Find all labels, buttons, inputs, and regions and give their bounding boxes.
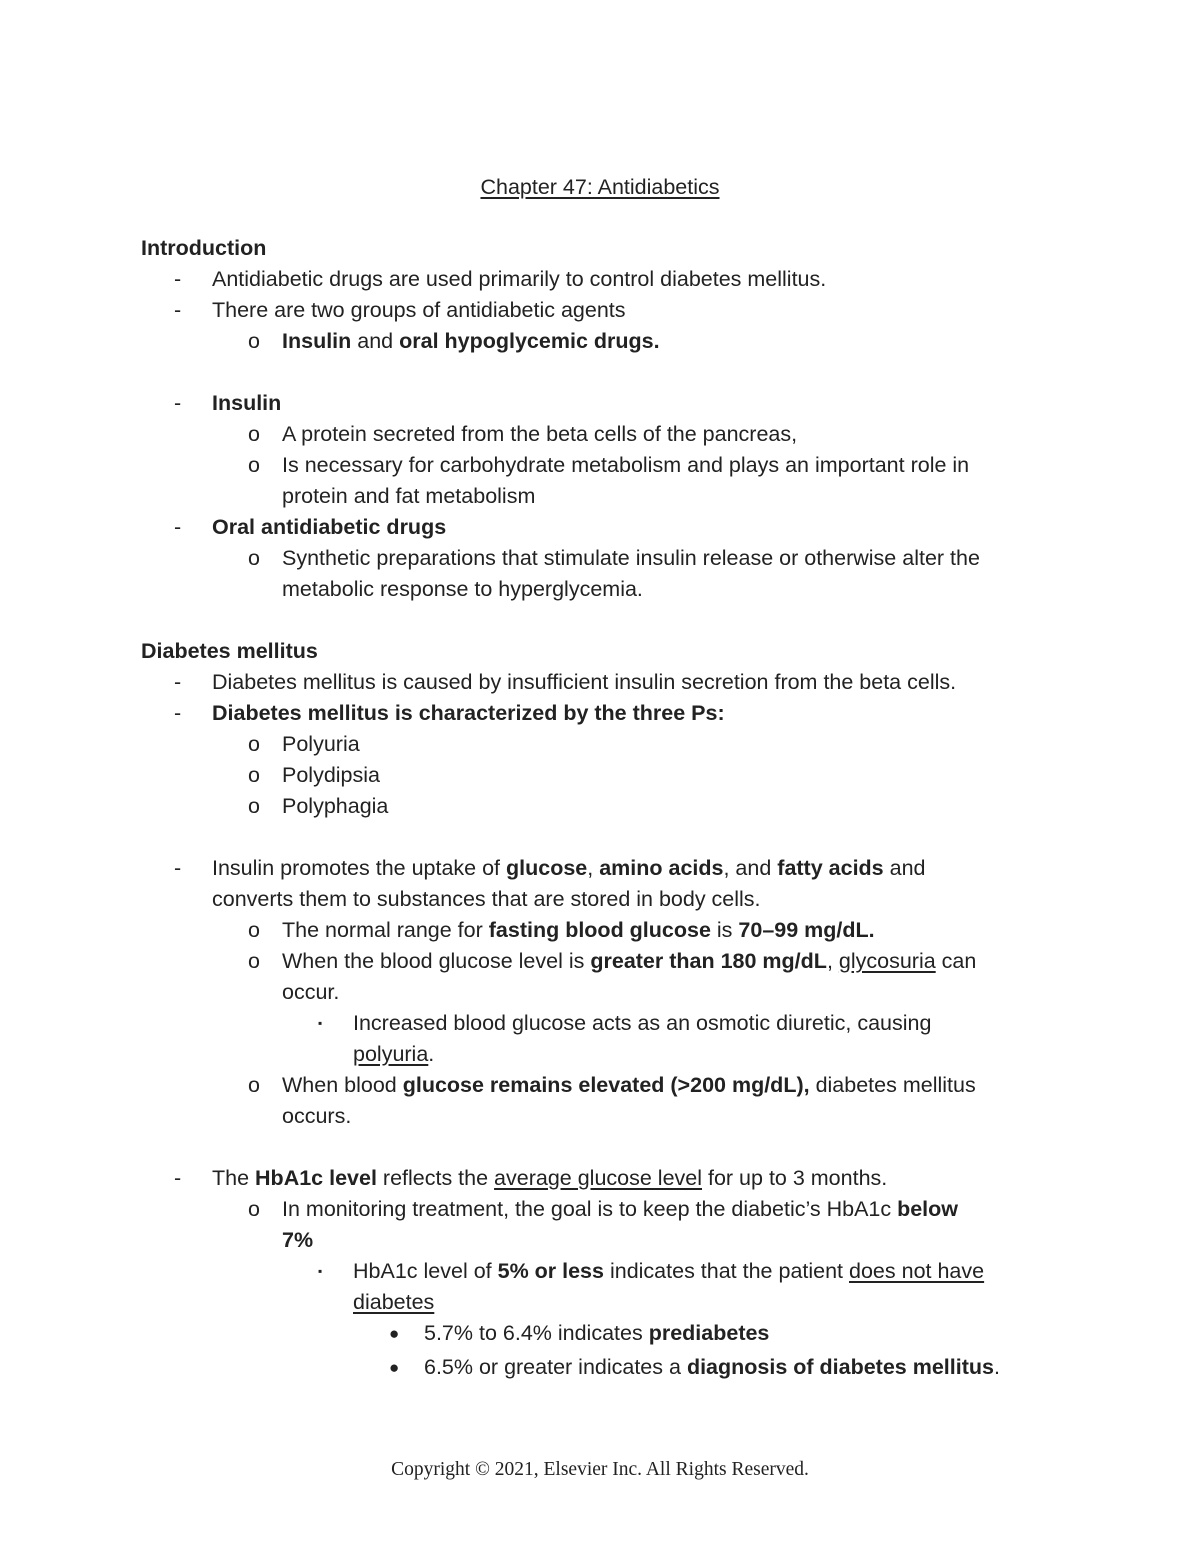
dash-marker: - [174, 515, 182, 539]
circle-marker: o [248, 546, 260, 570]
list-item: ● 6.5% or greater indicates a diagnosis of diabetes mellitus. [141, 1352, 1081, 1383]
list-item: o Polyphagia [141, 791, 1081, 822]
circle-marker: o [248, 763, 260, 787]
list-item: ▪ Increased blood glucose acts as an osmotic diuretic, causing [141, 1008, 1081, 1039]
dash-marker: - [174, 856, 182, 880]
list-item: o Synthetic preparations that stimulate insulin release or otherwise alter the [141, 543, 1081, 574]
circle-marker: o [248, 1073, 260, 1097]
list-item-continuation: protein and fat metabolism [282, 484, 536, 508]
circle-marker: o [248, 329, 260, 353]
copyright-footer: Copyright © 2021, Elsevier Inc. All Rights Reserved. [391, 1459, 809, 1480]
bullet-marker: ● [389, 1358, 400, 1377]
list-item: o In monitoring treatment, the goal is to keep the diabetic’s HbA1c below [141, 1194, 1081, 1225]
list-item: - Insulin promotes the uptake of glucose, amino acids, and fatty acids and [141, 853, 1081, 884]
list-item: o Is necessary for carbohydrate metabolism and plays an important role in [141, 450, 1081, 481]
dash-marker: - [174, 670, 182, 694]
list-item: ▪ HbA1c level of 5% or less indicates that the patient does not have [141, 1256, 1081, 1287]
list-item: ● 5.7% to 6.4% indicates prediabetes [141, 1318, 1081, 1349]
list-item-continuation: occur. [282, 980, 340, 1004]
list-item: o Polyuria [141, 729, 1081, 760]
circle-marker: o [248, 1197, 260, 1221]
bullet-marker: ● [389, 1324, 400, 1343]
section-heading-diabetes-mellitus: Diabetes mellitus [141, 639, 318, 663]
list-item: - There are two groups of antidiabetic agents [141, 295, 1081, 326]
list-item-continuation: 7% [282, 1228, 314, 1252]
list-item: - Insulin [141, 388, 1081, 419]
list-item: o When the blood glucose level is greater than 180 mg/dL, glycosuria can [141, 946, 1081, 977]
list-item: - The HbA1c level reflects the average glucose level for up to 3 months. [141, 1163, 1081, 1194]
section-heading-introduction: Introduction [141, 236, 267, 260]
circle-marker: o [248, 732, 260, 756]
dash-marker: - [174, 267, 182, 291]
circle-marker: o [248, 794, 260, 818]
list-item-continuation: polyuria. [353, 1042, 435, 1066]
list-item: o When blood glucose remains elevated (>200 mg/dL), diabetes mellitus [141, 1070, 1081, 1101]
list-item: - Oral antidiabetic drugs [141, 512, 1081, 543]
circle-marker: o [248, 918, 260, 942]
list-item-continuation: metabolic response to hyperglycemia. [282, 577, 643, 601]
circle-marker: o [248, 949, 260, 973]
list-item: o The normal range for fasting blood glucose is 70–99 mg/dL. [141, 915, 1081, 946]
dash-marker: - [174, 298, 182, 322]
square-marker: ▪ [318, 1264, 323, 1278]
document-body [141, 233, 1081, 1383]
page-title: Chapter 47: Antidiabetics [480, 175, 720, 199]
circle-marker: o [248, 422, 260, 446]
list-item: o Insulin and oral hypoglycemic drugs. [141, 326, 1081, 357]
list-item: - Diabetes mellitus is caused by insufficient insulin secretion from the beta cells. [141, 667, 1081, 698]
dash-marker: - [174, 391, 182, 415]
list-item: - Diabetes mellitus is characterized by the three Ps: [141, 698, 1081, 729]
square-marker: ▪ [318, 1016, 323, 1030]
circle-marker: o [248, 453, 260, 477]
dash-marker: - [174, 1166, 182, 1190]
list-item-continuation: converts them to substances that are stored in body cells. [212, 887, 761, 911]
dash-marker: - [174, 701, 182, 725]
list-item-continuation: occurs. [282, 1104, 352, 1128]
list-item: o A protein secreted from the beta cells of the pancreas, [141, 419, 1081, 450]
list-item-continuation: diabetes [353, 1290, 435, 1314]
list-item: o Polydipsia [141, 760, 1081, 791]
list-item: - Antidiabetic drugs are used primarily to control diabetes mellitus. [141, 264, 1081, 295]
